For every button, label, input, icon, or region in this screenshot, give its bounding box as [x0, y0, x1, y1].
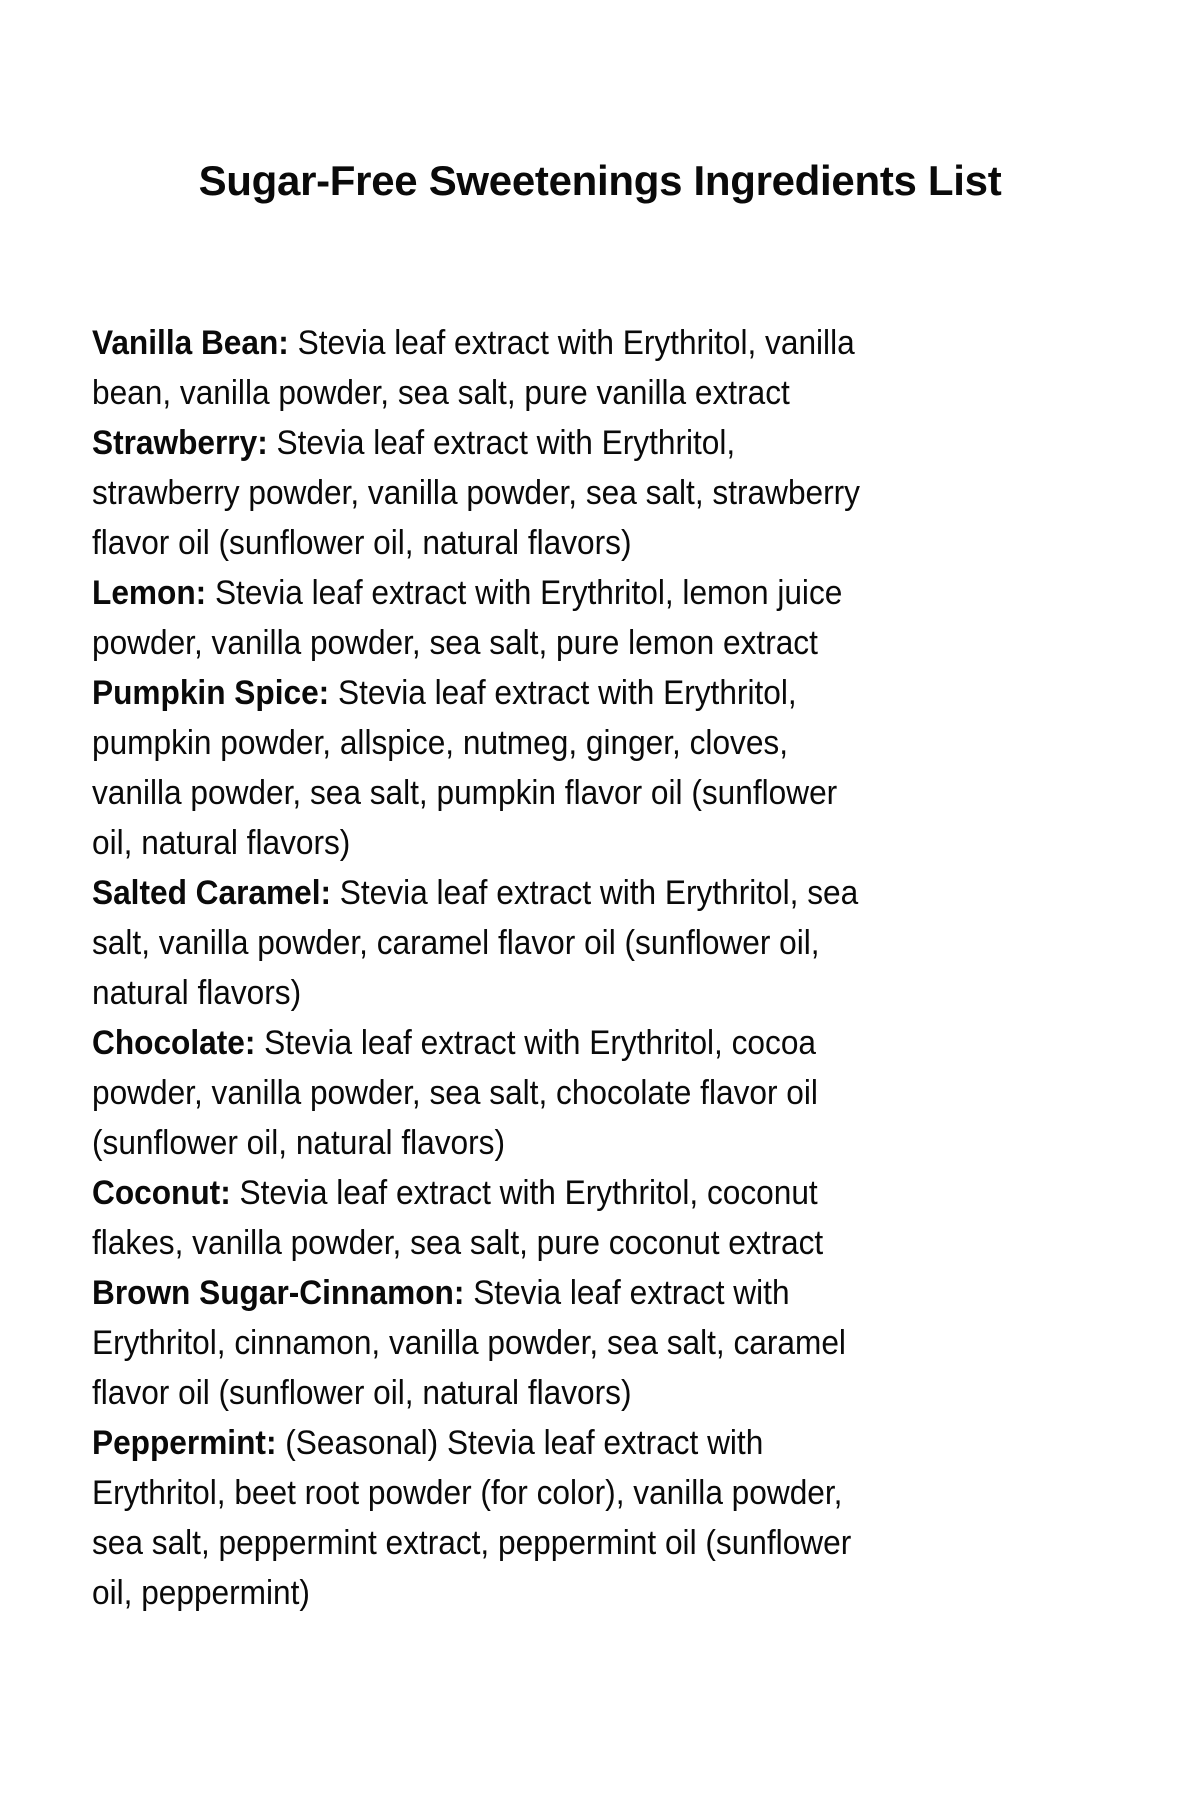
ingredients-text: Stevia leaf extract with Erythritol, lemon juice [206, 574, 843, 612]
flavor-name: Vanilla Bean: [92, 324, 289, 362]
ingredients-list [92, 318, 1152, 1618]
ingredients-text: Stevia leaf extract with Erythritol, [329, 674, 797, 712]
entry-line: bean, vanilla powder, sea salt, pure vanilla extract [92, 374, 790, 412]
entry-line: (sunflower oil, natural flavors) [92, 1124, 505, 1162]
ingredient-entry-peppermint [92, 1418, 1152, 1618]
entry-line: Erythritol, beet root powder (for color), vanilla powder, [92, 1474, 843, 1512]
flavor-name: Strawberry: [92, 424, 268, 462]
ingredient-entry-vanilla-bean [92, 318, 1152, 418]
entry-line: strawberry powder, vanilla powder, sea salt, strawberry [92, 474, 860, 512]
entry-line [92, 318, 1078, 368]
ingredients-text: (Seasonal) Stevia leaf extract with [276, 1424, 764, 1462]
entry-line: flavor oil (sunflower oil, natural flavors) [92, 524, 632, 562]
entry-line: powder, vanilla powder, sea salt, chocolate flavor oil [92, 1074, 818, 1112]
flavor-name: Peppermint: [92, 1424, 277, 1462]
ingredients-text: Stevia leaf extract with Erythritol, coconut [230, 1174, 818, 1212]
entry-line: oil, natural flavors) [92, 824, 351, 862]
ingredients-text: Stevia leaf extract with Erythritol, [267, 424, 736, 462]
flavor-name: Coconut: [92, 1174, 231, 1212]
flavor-name: Pumpkin Spice: [92, 674, 330, 712]
ingredient-entry-lemon [92, 568, 1152, 668]
ingredients-text: Stevia leaf extract with Erythritol, sea [331, 874, 859, 912]
ingredient-entry-strawberry [92, 418, 1152, 568]
entry-line: Erythritol, cinnamon, vanilla powder, sea salt, caramel [92, 1324, 846, 1362]
ingredients-text: Stevia leaf extract with [464, 1274, 790, 1312]
entry-line: pumpkin powder, allspice, nutmeg, ginger, cloves, [92, 724, 789, 762]
ingredient-entry-chocolate [92, 1018, 1152, 1168]
entry-line: salt, vanilla powder, caramel flavor oil (sunflower oil, [92, 924, 820, 962]
entry-line: flavor oil (sunflower oil, natural flavors) [92, 1374, 632, 1412]
entry-line [92, 1418, 1078, 1468]
ingredient-entry-brown-sugar-cinnamon [92, 1268, 1152, 1418]
flavor-name: Lemon: [92, 574, 207, 612]
entry-line: powder, vanilla powder, sea salt, pure lemon extract [92, 624, 818, 662]
entry-line [92, 868, 1078, 918]
entry-line: flakes, vanilla powder, sea salt, pure coconut extract [92, 1224, 824, 1262]
entry-line: vanilla powder, sea salt, pumpkin flavor oil (sunflower [92, 774, 838, 812]
entry-line [92, 568, 1078, 618]
entry-line: natural flavors) [92, 974, 302, 1012]
ingredient-entry-coconut [92, 1168, 1152, 1268]
ingredient-entry-pumpkin-spice [92, 668, 1152, 868]
flavor-name: Brown Sugar-Cinnamon: [92, 1274, 465, 1312]
ingredients-text: Stevia leaf extract with Erythritol, cocoa [255, 1024, 817, 1062]
entry-line [92, 1018, 1078, 1068]
entry-line [92, 418, 1078, 468]
ingredient-entry-salted-caramel [92, 868, 1152, 1018]
page-title: Sugar-Free Sweetenings Ingredients List [198, 157, 1002, 204]
entry-line [92, 1168, 1078, 1218]
ingredients-text: Stevia leaf extract with Erythritol, vanilla [288, 324, 855, 362]
entry-line: sea salt, peppermint extract, peppermint oil (sunflower [92, 1524, 852, 1562]
entry-line [92, 668, 1078, 718]
flavor-name: Chocolate: [92, 1024, 256, 1062]
entry-line [92, 1268, 1078, 1318]
flavor-name: Salted Caramel: [92, 874, 332, 912]
entry-line: oil, peppermint) [92, 1574, 310, 1612]
